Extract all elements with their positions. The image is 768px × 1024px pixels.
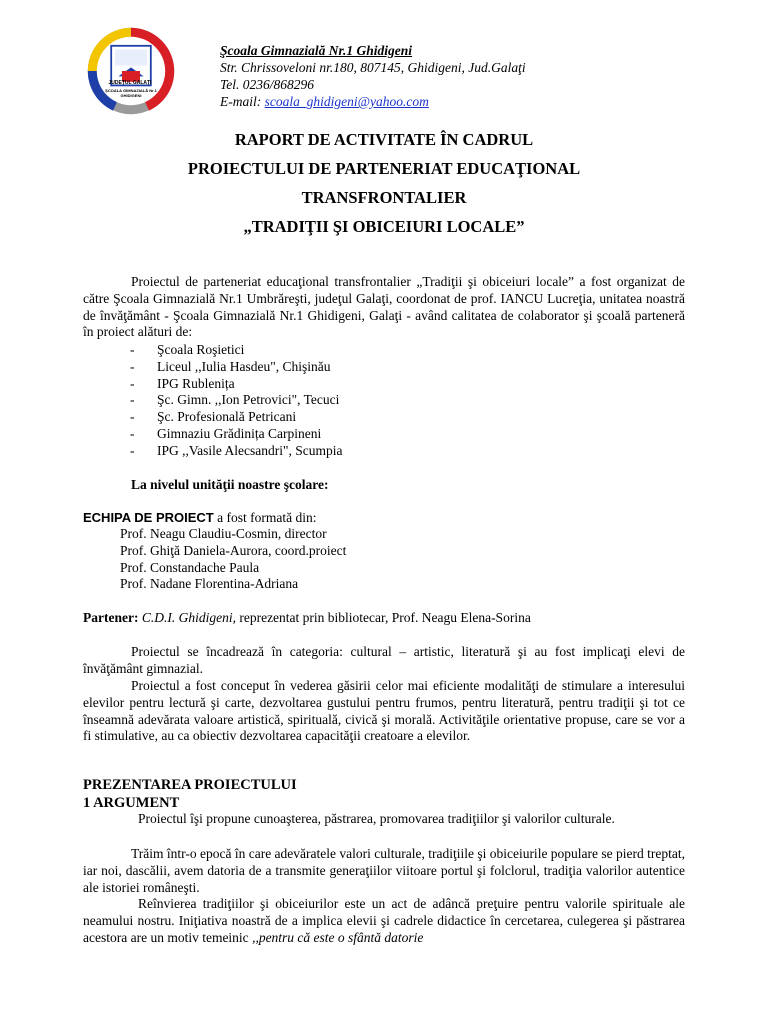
argument-paragraph-2: Trăim într-o epocă în care adevăratele valori culturale, tradiţiile şi obiceiurile populare se pierd treptat, iar noi, dascălii, avem datoria de a transmite generaţiilor viitoare portul şi folclorul, tradiţia valorilor autentice ale istoriei româneşti. — [83, 846, 686, 895]
school-phone: Tel. 0236/868296 — [220, 77, 315, 92]
list-item: - Şc. Profesională Petricani — [130, 409, 297, 425]
team-heading-rest: a fost formată din: — [213, 510, 317, 525]
paragraph-concept: Proiectul a fost conceput în vederea găsirii celor mai eficiente modalităţi de stimulare a interesului elevilor pentru lectură şi carte, dezvoltarea gustului pentru frumos, pentru literatură, pentru tradiţii şi tot ce înseamnă adevărata valoare artistică, spirituală, civică şi morală. Activităţile orientative propuse, care se vor a fi stimulative, au ca obiectiv dezvoltarea capacităţii creatoare a elevilor. — [83, 678, 685, 744]
school-email-line — [220, 93, 526, 110]
list-item: - Liceul ,,Iulia Hasdeu", Chişinău — [130, 358, 331, 374]
list-item: - IPG Rublenița — [130, 375, 235, 391]
title-line-1: RAPORT DE ACTIVITATE ÎN CADRUL — [234, 130, 534, 149]
team-member: Prof. Nadane Florentina-Adriana — [120, 576, 299, 592]
school-address: Str. Chrissoveloni nr.180, 807145, Ghidigeni, Jud.Galaţi — [220, 60, 526, 75]
list-item: - Şc. Gimn. ,,Ion Petrovici", Tecuci — [130, 392, 340, 408]
team-member: Prof. Ghiţă Daniela-Aurora, coord.proiect — [120, 542, 347, 558]
team-heading: ECHIPA DE PROIECT — [83, 510, 214, 525]
team-members — [120, 526, 346, 593]
partner-rest: reprezentat prin bibliotecar, Prof. Neagu Elena-Sorina — [235, 610, 531, 625]
school-header — [220, 42, 526, 110]
title-line-4: „TRADIŢII ŞI OBICEIURI LOCALE” — [243, 217, 525, 236]
paragraph-category: Proiectul se încadrează în categoria: cultural – artistic, literatură şi au fost implicaţi elevi de învăţământ gimnazial. — [83, 644, 685, 676]
school-logo — [86, 26, 176, 116]
logo-bottom-text: ȘCOALA GIMNAZIALĂ Nr.1 GHIDIGENI — [105, 88, 157, 98]
logo-top-text: JUDEȚUL GALAȚI — [108, 80, 152, 86]
partner-label: Partener: — [83, 610, 139, 625]
list-item: - Şcoala Roşietici — [130, 342, 245, 357]
partner-line — [83, 610, 531, 627]
list-item: - IPG ,,Vasile Alecsandri", Scumpia — [130, 442, 343, 458]
intro-paragraph: Proiectul de parteneriat educaţional transfrontalier „Tradiţii şi obiceiuri locale” a fost organizat de către Şcoala Gimnazială Nr.1 Umbrăreşti, judeţul Galaţi, coordonat de prof. IANCU Lucreţia, unitatea noastră de învăţământ - Şcoala Gimnazială Nr.1 Ghidigeni, Galaţi - având calitatea de colaborator şi şcoală parteneră în proiect alături de: — [83, 274, 685, 340]
argument-paragraph-3-text: Reînvierea tradiţiilor şi obiceiurilor este un act de adâncă preţuire pentru valorile spirituale ale neamului nostru. Iniţiativa noastră de a implica elevii şi cadrele didactice în cercetarea, culegerea şi păstrarea acestora are un motiv temeinic — [83, 896, 685, 945]
argument-paragraph-3 — [83, 896, 685, 946]
email-label: E-mail: — [220, 94, 265, 109]
level-heading: La nivelul unităţii noastre şcolare: — [131, 477, 329, 492]
school-name: Şcoala Gimnazială Nr.1 Ghidigeni — [220, 43, 413, 58]
partner-name: C.D.I. Ghidigeni, — [138, 610, 236, 625]
section-subtitle: 1 ARGUMENT — [83, 795, 180, 811]
partner-list — [130, 342, 342, 460]
team-member: Prof. Constandache Paula — [120, 559, 260, 575]
email-link[interactable]: scoala_ghidigeni@yahoo.com — [264, 94, 429, 109]
team-heading-line — [83, 510, 316, 527]
title-line-2: PROIECTULUI DE PARTENERIAT EDUCAŢIONAL — [187, 159, 581, 178]
title-line-3: TRANSFRONTALIER — [301, 188, 467, 207]
argument-quote: ,,pentru că este o sfântă datorie — [252, 929, 424, 945]
section-title: PREZENTAREA PROIECTULUI — [83, 777, 297, 793]
list-item: - Gimnaziu Grădinița Carpineni — [130, 425, 322, 441]
team-member: Prof. Neagu Claudiu-Cosmin, director — [120, 526, 327, 541]
argument-paragraph-1: Proiectul îşi propune cunoaşterea, păstrarea, promovarea tradiţiilor şi valorilor culturale. — [138, 811, 615, 826]
